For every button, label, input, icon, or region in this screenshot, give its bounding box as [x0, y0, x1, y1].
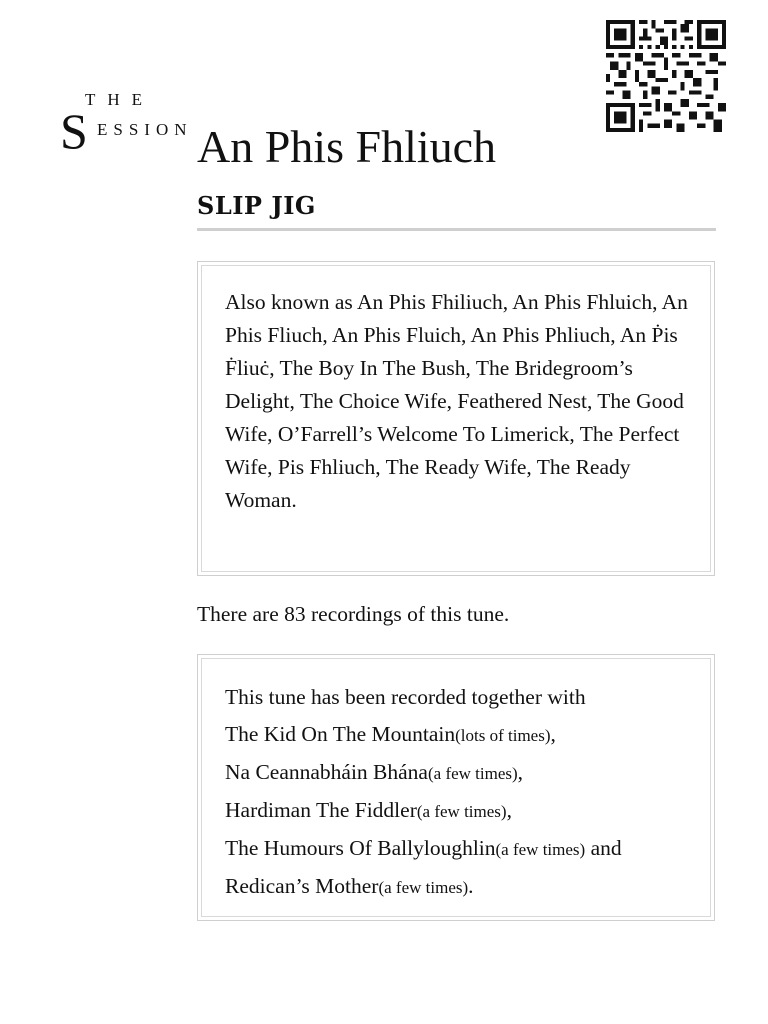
- recorded-with-frequency: (a few times): [378, 878, 469, 897]
- recorded-with-intro: This tune has been recorded together with: [225, 685, 586, 709]
- recorded-with-separator: and: [585, 836, 622, 860]
- recorded-with-separator: .: [468, 874, 474, 898]
- recorded-with-tune-link[interactable]: The Humours Of Ballyloughlin: [225, 836, 496, 860]
- recorded-with-item: [225, 830, 688, 868]
- recorded-with-separator: ,: [550, 722, 556, 746]
- recorded-with-tune-link[interactable]: The Kid On The Mountain: [225, 722, 456, 746]
- logo-the-text: THE: [85, 90, 155, 109]
- logo-s-letter: S: [60, 103, 88, 159]
- aliases-box: [197, 261, 715, 576]
- recorded-with-tune-link[interactable]: Na Ceannabháin Bhána: [225, 760, 428, 784]
- recorded-with-frequency: (lots of times): [455, 726, 551, 745]
- tune-title: An Phis Fhliuch: [197, 121, 497, 172]
- qr-code-icon: [605, 20, 727, 132]
- recorded-with-frequency: (a few times): [427, 764, 518, 783]
- recorded-with-frequency: (a few times): [416, 802, 507, 821]
- aliases-box-inner: [201, 265, 711, 572]
- recorded-with-frequency: (a few times): [495, 840, 586, 859]
- recorded-with-item: [225, 792, 688, 830]
- recorded-with-tune-link[interactable]: Hardiman The Fiddler: [225, 798, 417, 822]
- site-logo[interactable]: [60, 88, 210, 168]
- recorded-with-item: [225, 754, 688, 792]
- recorded-with-box: [197, 654, 715, 921]
- title-divider: [197, 228, 716, 231]
- aliases-text: Also known as An Phis Fhiliuch, An Phis Fhluich, An Phis Fliuch, An Phis Fluich, An Phis Phliuch, An Ṗis Ḟliuċ, The Boy In The Bush, The Bridegroom’s Delight, The Choice Wife, Feathered Nest, The Good Wife, O’Farrell’s Welcome To Limerick, The Perfect Wife, Pis Fhliuch, The Ready Wife, The Ready Woman.: [225, 290, 688, 512]
- recorded-with-item: [225, 716, 688, 754]
- recorded-with-box-inner: [201, 658, 711, 917]
- recorded-with-tune-link[interactable]: Redican’s Mother: [225, 874, 379, 898]
- tune-type[interactable]: SLIP JIG: [197, 191, 316, 220]
- logo-ession-text: ESSION: [97, 120, 193, 139]
- recorded-with-item: [225, 868, 688, 906]
- recordings-count-text[interactable]: There are 83 recordings of this tune.: [197, 602, 510, 626]
- recorded-with-separator: ,: [506, 798, 512, 822]
- recorded-with-separator: ,: [517, 760, 524, 784]
